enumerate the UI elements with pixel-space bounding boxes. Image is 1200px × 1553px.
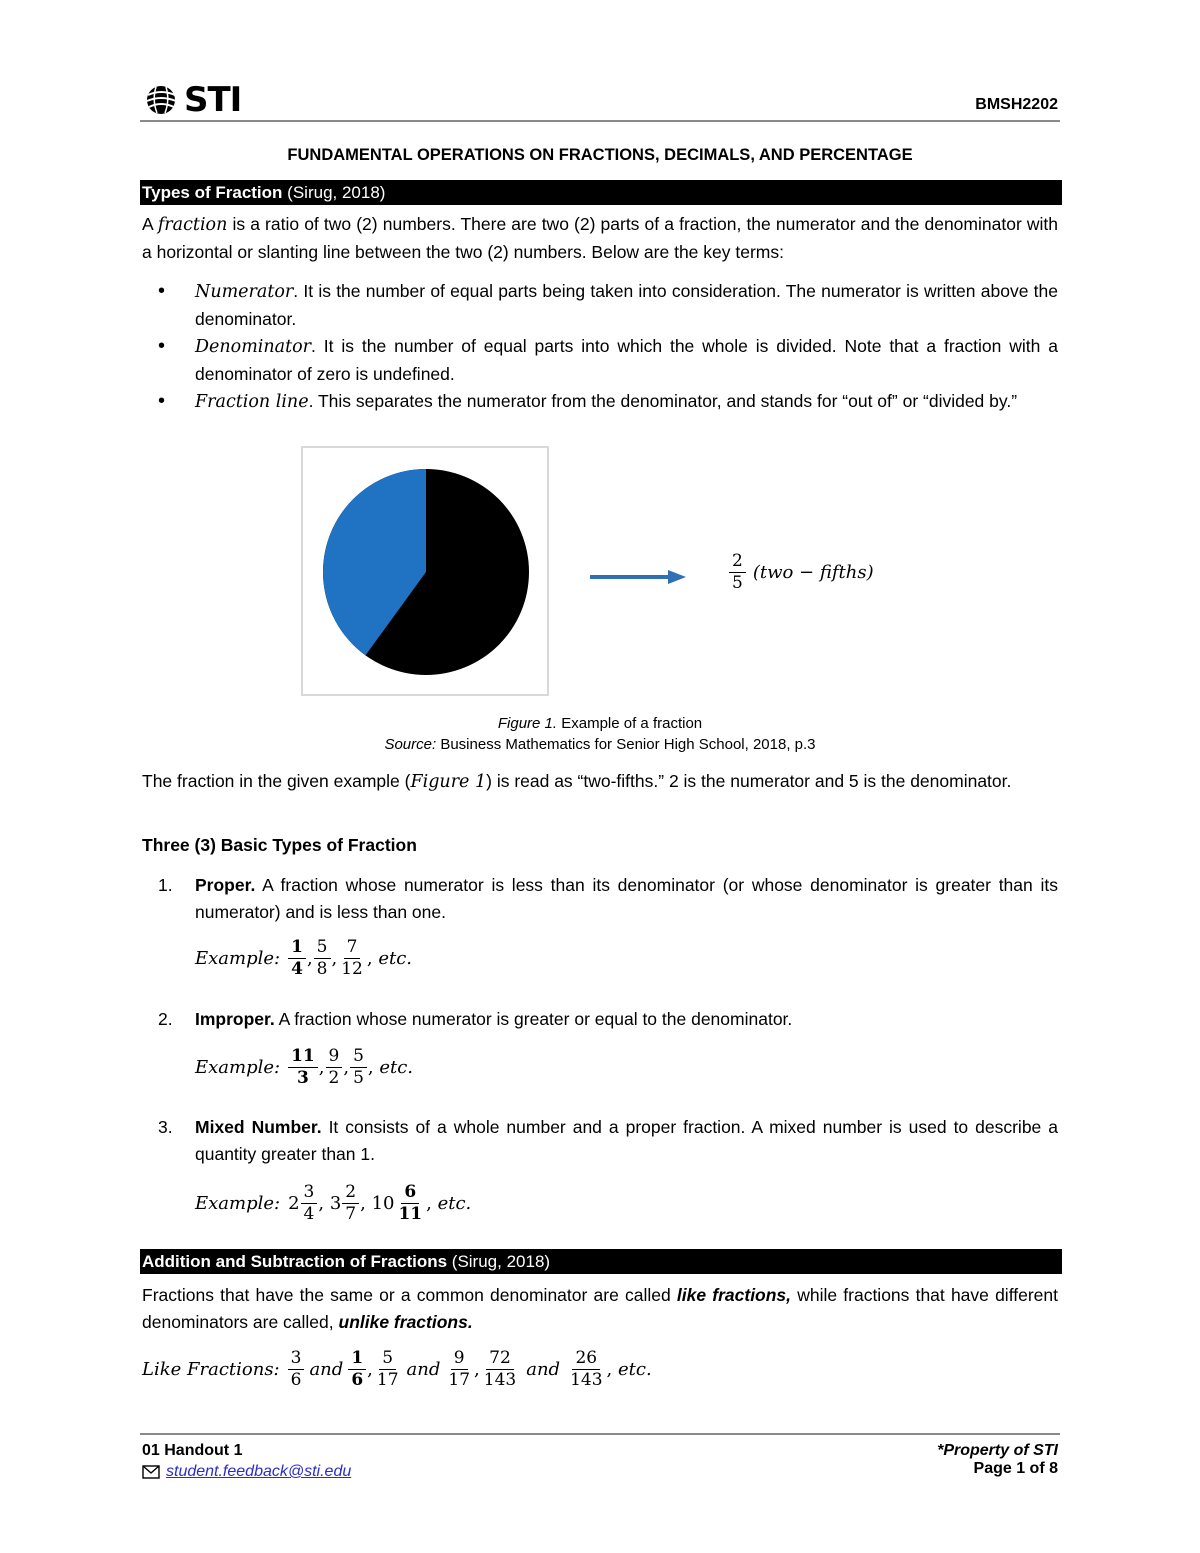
fraction-numerator: 5 <box>350 1046 367 1068</box>
fraction-numerator: 3 <box>301 1182 318 1204</box>
type-desc: A fraction whose numerator is less than its denominator (or whose denominator is greater than its numerator) and is less than one. <box>195 875 1058 922</box>
course-code: BMSH2202 <box>975 96 1058 113</box>
term-desc: . It is the number of equal parts being taken into consideration. The numerator is written above the denominator. <box>195 281 1058 329</box>
fraction-denominator: 143 <box>483 1370 517 1390</box>
caption-label: Figure 1. <box>497 715 558 732</box>
fraction-numerator: 1 <box>288 937 306 959</box>
fraction-words: (two − fifths) <box>752 562 874 583</box>
fraction-denominator: 7 <box>345 1204 357 1224</box>
fraction <box>350 1046 367 1089</box>
fraction <box>481 1348 519 1391</box>
section-cite: (Sirug, 2018) <box>451 1252 551 1271</box>
fraction-denominator: 6 <box>351 1370 364 1390</box>
intro-fraction-word: fraction <box>157 215 228 235</box>
fraction-numerator: 6 <box>401 1182 419 1204</box>
term-denominator: Denominator <box>195 337 312 357</box>
page-title: FUNDAMENTAL OPERATIONS ON FRACTIONS, DECIMALS, AND PERCENTAGE <box>287 146 913 164</box>
explain-text-b: ) is read as “two-fifths.” 2 is the numerator and 5 is the denominator. <box>486 771 1012 791</box>
like-text-a: Fractions that have the same or a common denominator are called <box>142 1285 677 1305</box>
whole-number: 10 <box>371 1193 395 1214</box>
fraction-numerator: 2 <box>342 1182 359 1204</box>
pie-chart <box>303 448 547 694</box>
whole-number: 3 <box>329 1193 342 1214</box>
like-label: Like Fractions: <box>142 1359 280 1380</box>
envelope-icon <box>142 1465 160 1479</box>
example-improper: Example: $\frac{11}{3}$ , $\frac{9}{2}$ , $\frac{5}{5}$ , etc. <box>195 1046 414 1088</box>
etc-text: etc. <box>379 1057 414 1078</box>
and-text: and <box>406 1359 441 1380</box>
type-name: Proper. <box>195 875 256 895</box>
fraction <box>445 1348 473 1391</box>
fraction-denominator: 5 <box>732 573 743 593</box>
type-proper <box>142 872 1058 926</box>
fraction <box>288 1348 305 1391</box>
type-mixed <box>142 1114 1058 1168</box>
item-number: 2. <box>158 1009 173 1029</box>
logo-text: STI <box>184 80 242 120</box>
fraction-numerator: 7 <box>344 937 361 959</box>
unlike-term: unlike fractions. <box>338 1312 473 1332</box>
section-cite: (Sirug, 2018) <box>287 183 386 202</box>
fraction <box>288 1046 318 1089</box>
fraction <box>567 1348 605 1391</box>
fraction-denominator: 8 <box>316 959 328 979</box>
fraction-numerator: 3 <box>288 1348 305 1370</box>
explain-text-a: The fraction in the given example ( <box>142 771 411 791</box>
term-numerator: Numerator <box>195 282 294 302</box>
section-bar-addition <box>140 1249 1062 1274</box>
explain-paragraph <box>142 768 1058 796</box>
fraction-denominator: 17 <box>376 1370 399 1390</box>
type-improper <box>142 1006 1058 1033</box>
figure-caption <box>140 715 1060 732</box>
and-text: and <box>309 1359 344 1380</box>
example-label: Example: <box>195 1057 281 1078</box>
fraction-denominator: 3 <box>297 1068 309 1088</box>
fraction <box>288 937 306 980</box>
like-text-b: while fractions that have different denominators are called, <box>142 1285 1058 1332</box>
fraction-numerator: 11 <box>288 1046 318 1068</box>
source-text: Business Mathematics for Senior High School, 2018, p.3 <box>436 736 816 753</box>
etc-text: etc. <box>437 1193 472 1214</box>
fraction-denominator: 11 <box>398 1204 423 1224</box>
fraction-denominator: 12 <box>341 959 363 979</box>
fraction <box>395 1182 425 1225</box>
section-heading: Addition and Subtraction of Fractions <box>142 1252 448 1271</box>
example-label: Example: <box>195 948 281 969</box>
fraction-denominator: 2 <box>328 1068 340 1088</box>
fraction <box>374 1348 402 1391</box>
sti-logo <box>142 82 241 118</box>
section-bar-types <box>140 180 1062 205</box>
page-number: Page 1 of 8 <box>973 1460 1058 1477</box>
types-heading: Three (3) Basic Types of Fraction <box>142 835 417 855</box>
like-fractions-example: Like Fractions: $\frac{3}{6}$ and $\frac{1}{6}$ , $\frac{5}{17}$ and $\frac{9}{17}$ , $\frac{72}{143}$ and $\frac{26}{143}$ , etc. <box>142 1348 652 1390</box>
header-rule <box>140 120 1060 122</box>
source-label: Source: <box>384 736 437 753</box>
fraction-numerator: 9 <box>326 1046 343 1068</box>
fraction <box>338 937 366 980</box>
feedback-email <box>142 1463 351 1481</box>
term-desc: . This separates the numerator from the denominator, and stands for “out of” or “divided by.” <box>308 391 1018 411</box>
fraction-denominator: 4 <box>291 959 303 979</box>
list-item <box>142 278 1058 333</box>
and-text: and <box>526 1359 561 1380</box>
term-fraction-line: Fraction line <box>195 392 309 412</box>
caption-text: Example of a fraction <box>557 715 703 732</box>
type-desc: It consists of a whole number and a proper fraction. A mixed number is used to describe a quantity greater than 1. <box>195 1117 1058 1164</box>
fraction-numerator: 1 <box>348 1348 366 1370</box>
fraction-two-fifths <box>729 551 746 594</box>
etc-text: etc. <box>378 948 413 969</box>
list-item <box>142 388 1058 416</box>
globe-icon <box>142 83 182 117</box>
item-number: 3. <box>158 1117 173 1137</box>
fraction-numerator: 2 <box>729 551 746 573</box>
fraction <box>301 1182 318 1225</box>
key-terms-list <box>142 278 1058 416</box>
figure-box <box>301 446 549 696</box>
email-link[interactable]: student.feedback@sti.edu <box>166 1463 352 1480</box>
fraction <box>314 937 331 980</box>
fraction-numerator: 26 <box>572 1348 600 1370</box>
handout-label: 01 Handout 1 <box>142 1442 243 1459</box>
footer-right <box>937 1442 1058 1478</box>
fraction-denominator: 5 <box>353 1068 364 1088</box>
example-proper: Example: $\frac{1}{4}$ , $\frac{5}{8}$ , $\frac{7}{12}$ , etc. <box>195 937 413 979</box>
section-heading: Types of Fraction <box>142 183 283 202</box>
fraction-denominator: 4 <box>303 1204 315 1224</box>
property-text: *Property of STI <box>937 1442 1058 1459</box>
fraction <box>348 1348 366 1391</box>
intro-text-a: A <box>142 214 158 234</box>
fraction <box>342 1182 359 1225</box>
footer-rule <box>140 1433 1060 1435</box>
fraction-denominator: 17 <box>448 1370 471 1390</box>
example-mixed: Example: 2 $\frac{3}{4}$ , 3 $\frac{2}{7}$ , 10 $\frac{6}{11}$ , etc. <box>195 1182 472 1224</box>
fraction-numerator: 5 <box>314 937 331 959</box>
term-desc: . It is the number of equal parts into which the whole is divided. Note that a fraction with a denominator of zero is undefined. <box>195 336 1058 384</box>
right-arrow-icon <box>588 567 688 587</box>
fraction-numerator: 9 <box>451 1348 468 1370</box>
item-number: 1. <box>158 875 173 895</box>
explain-fig-ref: Figure 1 <box>410 772 487 792</box>
type-desc: A fraction whose numerator is greater or equal to the denominator. <box>274 1009 793 1029</box>
fraction-label <box>728 551 874 594</box>
fraction-numerator: 5 <box>379 1348 396 1370</box>
example-label: Example: <box>195 1193 281 1214</box>
fraction-numerator: 72 <box>486 1348 514 1370</box>
intro-paragraph <box>142 211 1058 266</box>
fraction <box>326 1046 343 1089</box>
like-paragraph <box>142 1282 1058 1336</box>
type-name: Improper. <box>195 1009 275 1029</box>
fraction-denominator: 143 <box>570 1370 603 1390</box>
etc-text: etc. <box>617 1359 652 1380</box>
intro-text-b: is a ratio of two (2) numbers. There are two (2) parts of a fraction, the numerator and the denominator with a horizontal or slanting line between the two (2) numbers. Below are the key terms: <box>142 214 1058 262</box>
type-name: Mixed Number. <box>195 1117 322 1137</box>
list-item <box>142 333 1058 388</box>
figure-source <box>140 736 1060 753</box>
fraction-denominator: 6 <box>290 1370 302 1390</box>
whole-number: 2 <box>288 1193 300 1214</box>
like-term: like fractions, <box>676 1285 792 1305</box>
